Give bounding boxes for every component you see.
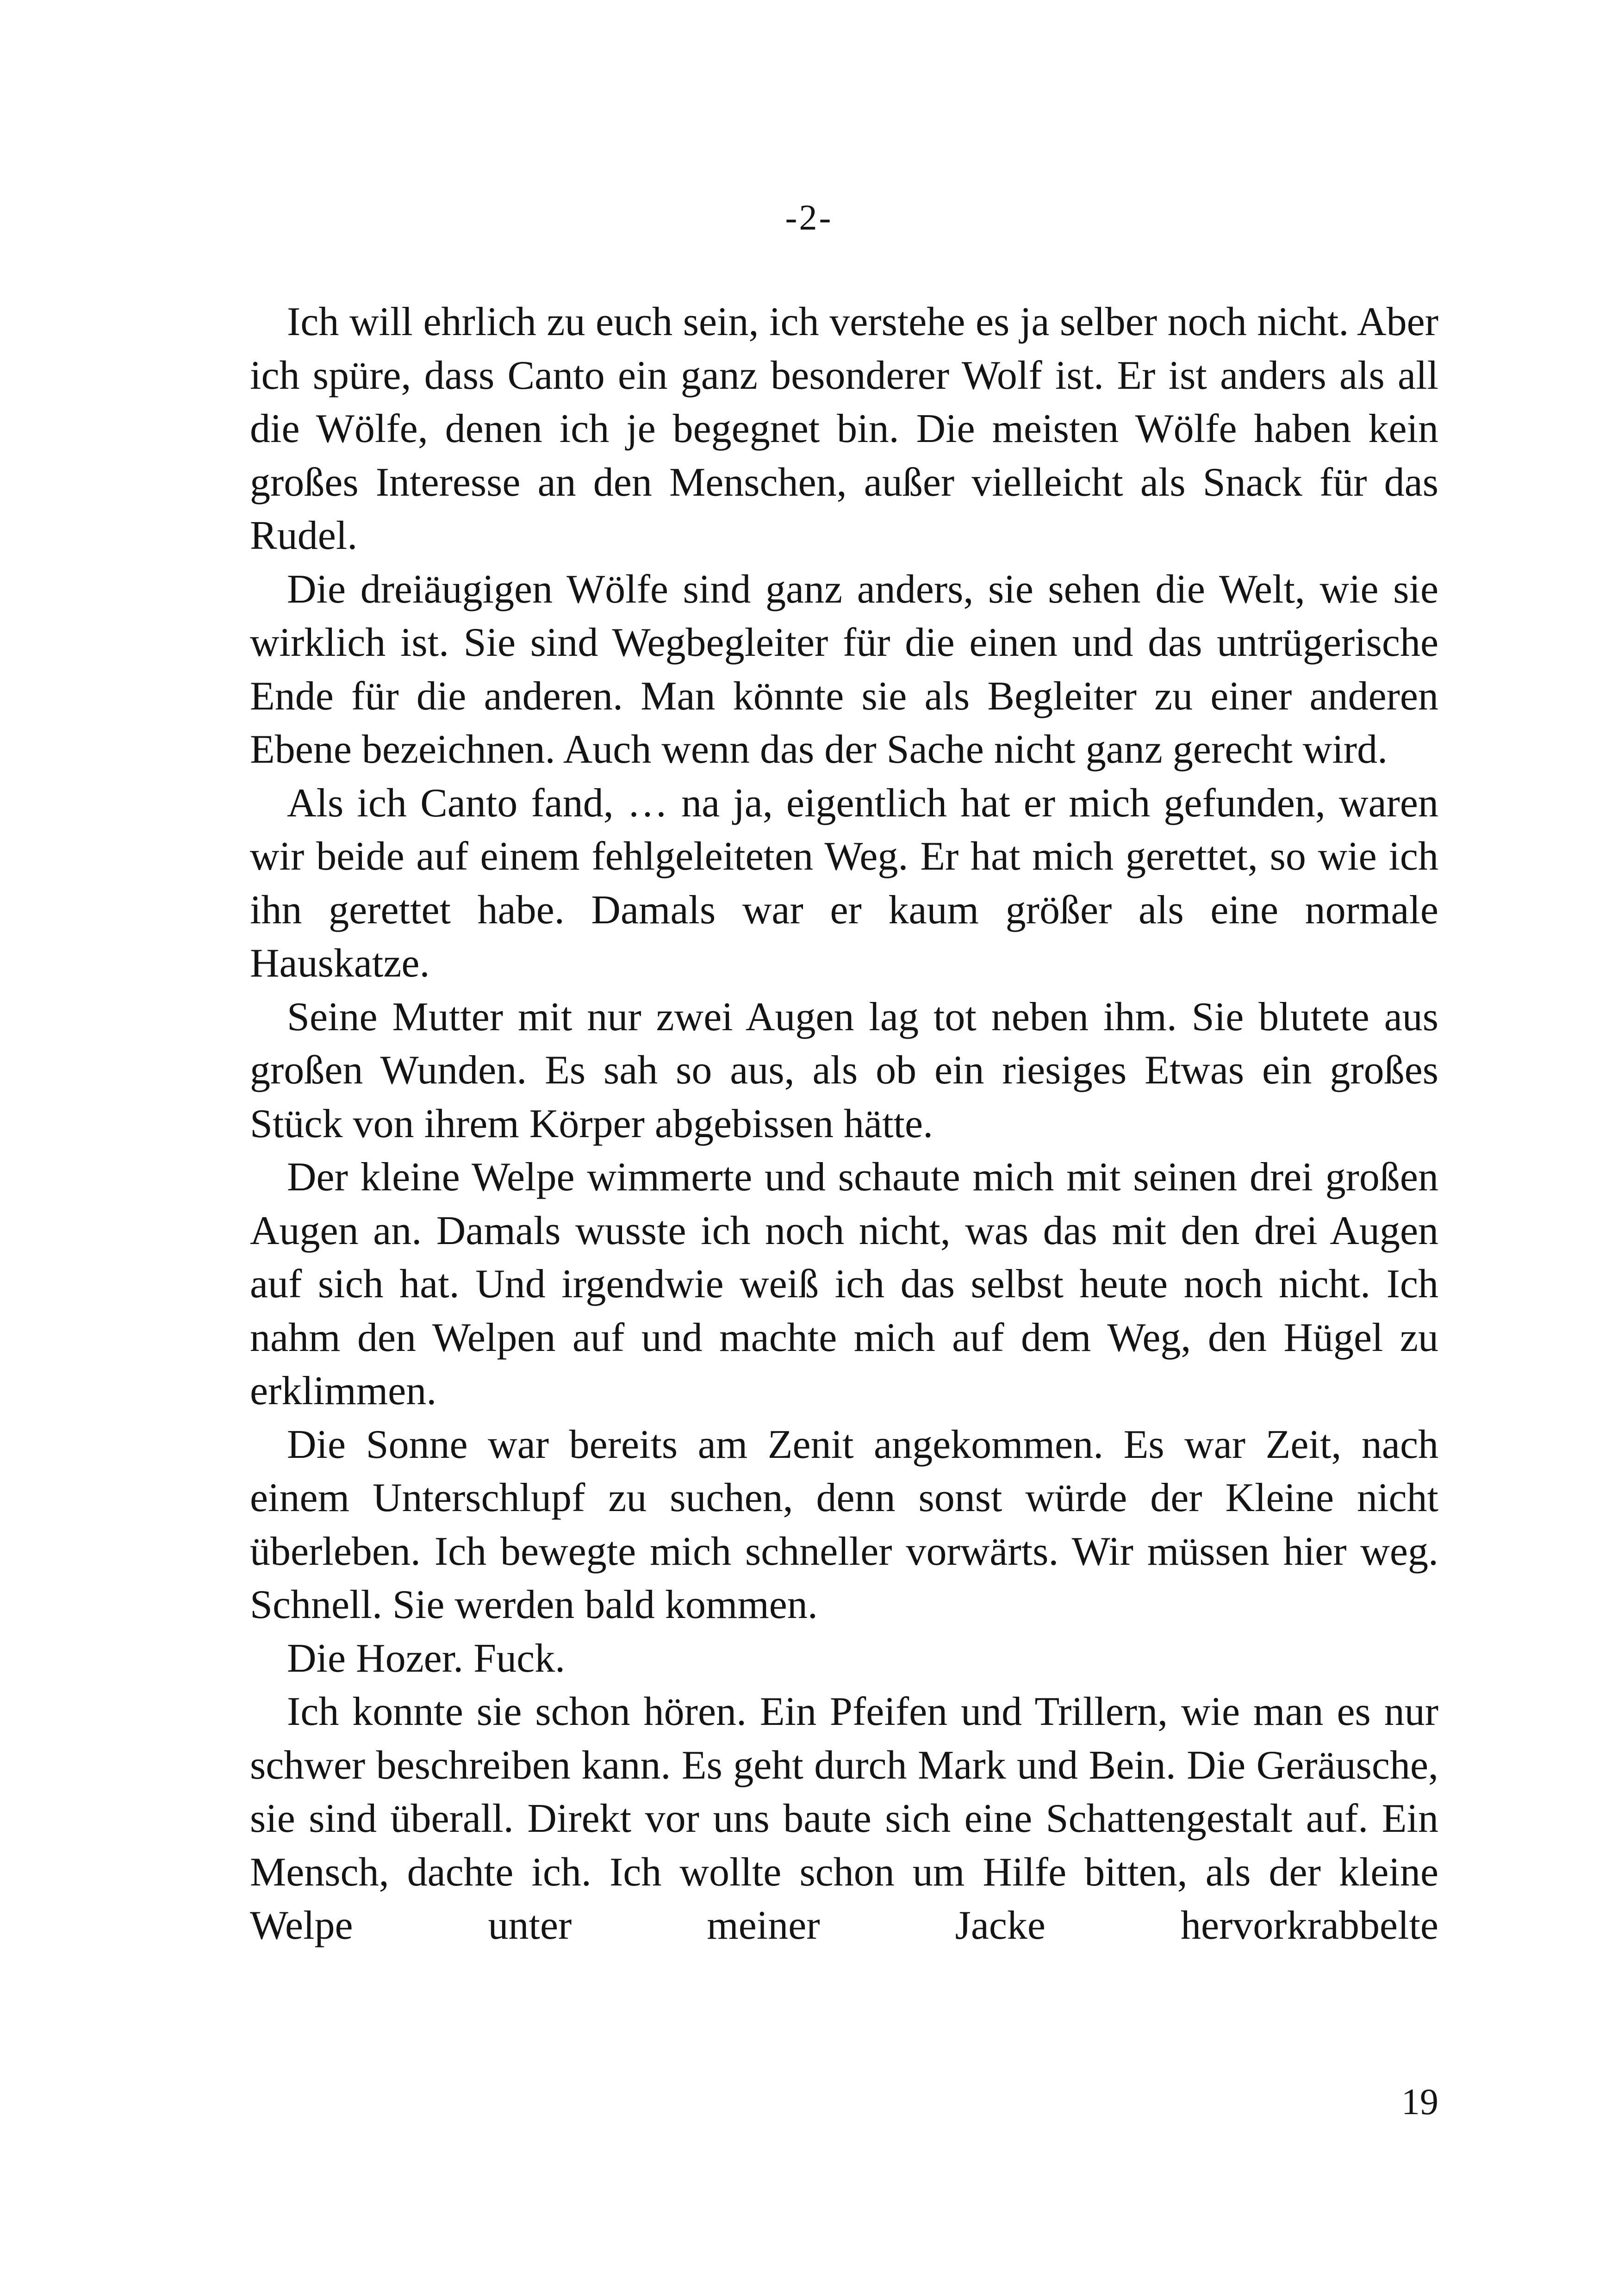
paragraph: Die Hozer. Fuck. <box>287 1636 566 1681</box>
body-text <box>250 295 1438 1953</box>
paragraph: Ich konnte sie schon hören. Ein Pfeifen und Trillern, wie man es nur schwer beschreiben kann. Es geht durch Mark und Bein. Die Geräusche, sie sind überall. Direkt vor uns baute sich eine Schattengestalt auf. Ein Mensch, dachte ich. Ich wollte schon um Hilfe bitten, als der kleine Welpe unter meiner Jacke hervorkrabbelte <box>250 1689 1438 1948</box>
paragraph: Die dreiäugigen Wölfe sind ganz anders, sie sehen die Welt, wie sie wirklich ist. Sie sind Wegbegleiter für die einen und das untrügerische Ende für die anderen. Man könnte sie als Begleiter zu einer anderen Ebene bezeichnen. Auch wenn das der Sache nicht ganz gerecht wird. <box>250 566 1438 772</box>
chapter-page-marker: -2- <box>785 197 833 237</box>
paragraph: Der kleine Welpe wimmerte und schaute mich mit seinen drei großen Augen an. Damals wusste ich noch nicht, was das mit den drei Augen auf sich hat. Und irgendwie weiß ich das selbst heute noch nicht. Ich nahm den Welpen auf und machte mich auf dem Weg, den Hügel zu erklimmen. <box>250 1155 1438 1413</box>
paragraph: Als ich Canto fand, … na ja, eigentlich hat er mich gefunden, waren wir beide auf einem fehlgeleiteten Weg. Er hat mich gerettet, so wie ich ihn gerettet habe. Damals war er kaum größer als eine normale Hauskatze. <box>250 780 1438 986</box>
paragraph: Ich will ehrlich zu euch sein, ich verstehe es ja selber noch nicht. Aber ich spüre, dass Canto ein ganz besonderer Wolf ist. Er ist anders als all die Wölfe, denen ich je begegnet bin. Die meisten Wölfe haben kein großes Interesse an den Menschen, außer vielleicht als Snack für das Rudel. <box>250 299 1438 558</box>
paragraph: Die Sonne war bereits am Zenit angekommen. Es war Zeit, nach einem Unterschlupf zu suchen, denn sonst würde der Kleine nicht überleben. Ich bewegte mich schneller vorwärts. Wir müssen hier weg. Schnell. Sie werden bald kommen. <box>250 1422 1438 1627</box>
page-number: 19 <box>1401 2082 1438 2122</box>
paragraph: Seine Mutter mit nur zwei Augen lag tot neben ihm. Sie blutete aus großen Wunden. Es sah so aus, als ob ein riesiges Etwas ein großes Stück von ihrem Körper abgebissen hätte. <box>250 994 1438 1146</box>
